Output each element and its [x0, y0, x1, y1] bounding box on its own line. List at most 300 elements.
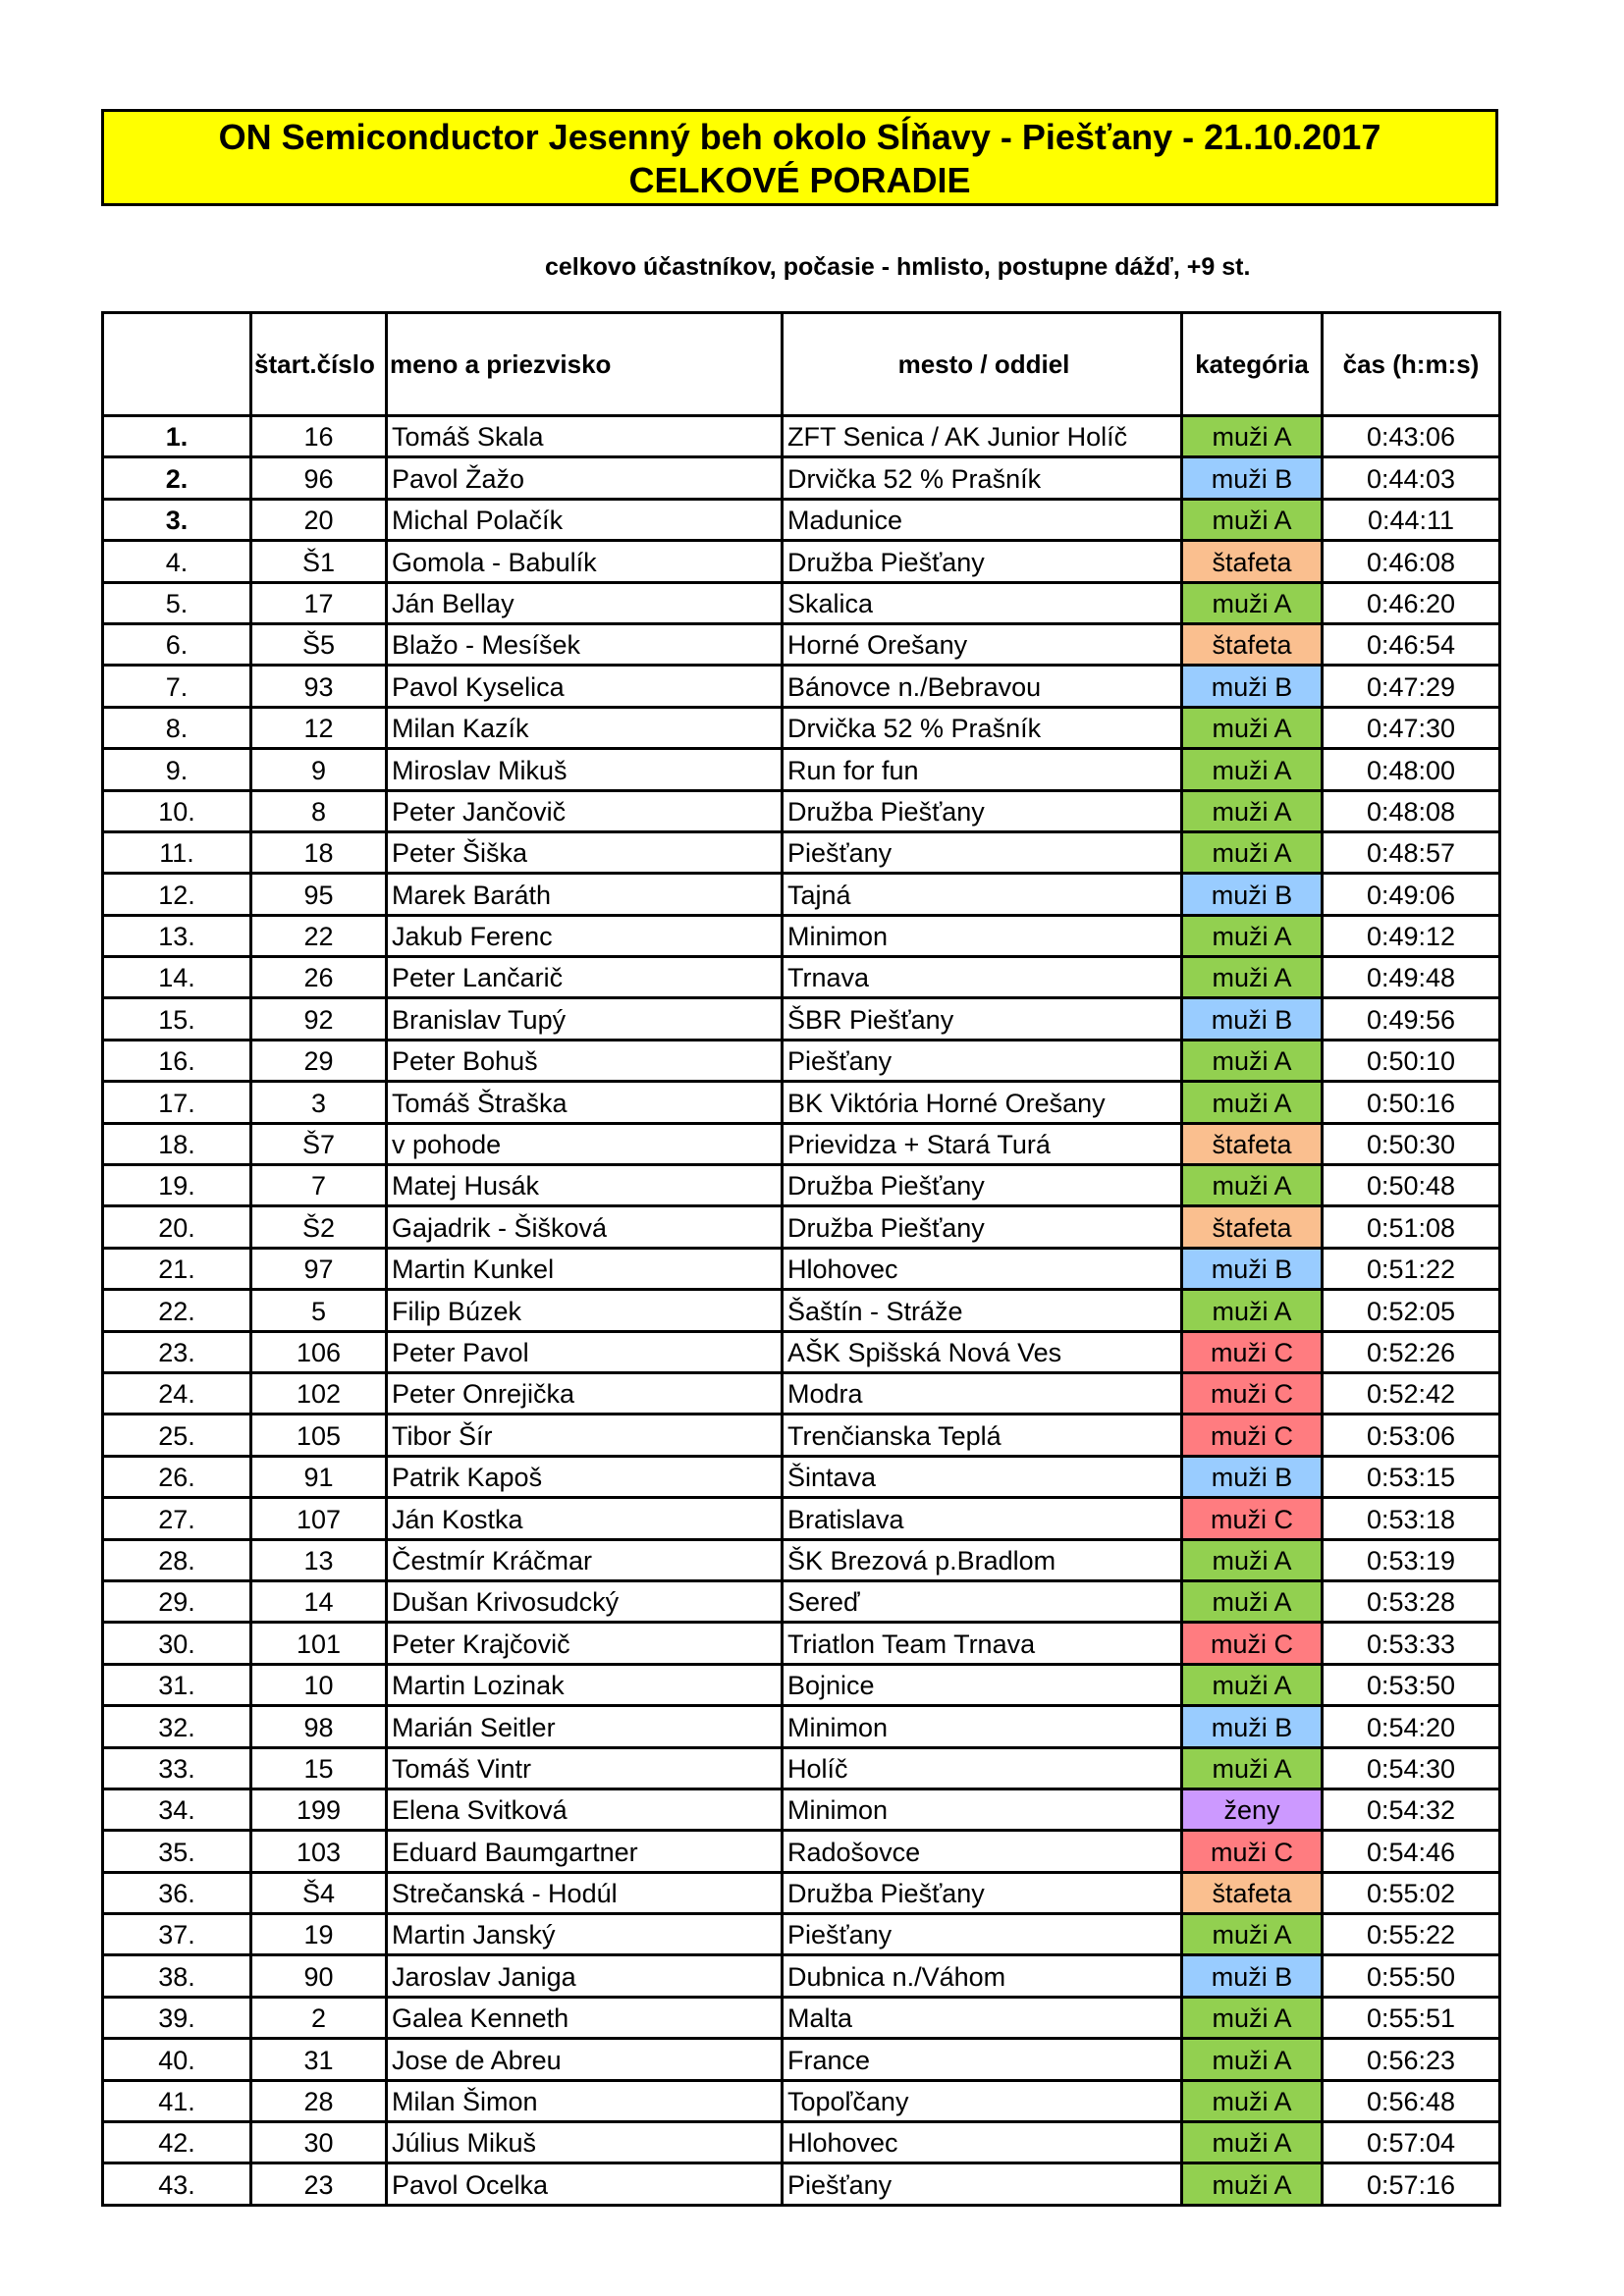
club-cell: Minimon [783, 1789, 1182, 1830]
name-cell: Jaroslav Janiga [387, 1955, 783, 1997]
category-cell: muži A [1182, 790, 1323, 831]
name-cell: Strečanská - Hodúl [387, 1872, 783, 1913]
category-cell: muži C [1182, 1331, 1323, 1372]
rank-cell: 33. [103, 1747, 251, 1789]
club-cell: Dubnica n./Váhom [783, 1955, 1182, 1997]
name-cell: Miroslav Mikuš [387, 749, 783, 790]
start-number-cell: 30 [251, 2122, 387, 2163]
club-cell: Holíč [783, 1747, 1182, 1789]
table-row [103, 1914, 1500, 1955]
category-cell: muži A [1182, 2039, 1323, 2080]
time-cell: 0:49:56 [1323, 998, 1500, 1040]
time-cell: 0:48:00 [1323, 749, 1500, 790]
start-number-cell: 105 [251, 1415, 387, 1456]
rank-cell: 31. [103, 1664, 251, 1705]
rank-cell: 28. [103, 1539, 251, 1580]
start-number-cell: 91 [251, 1456, 387, 1497]
table-row [103, 874, 1500, 915]
rank-cell: 13. [103, 915, 251, 956]
rank-cell: 1. [103, 416, 251, 457]
category-cell: muži A [1182, 499, 1323, 540]
club-cell: BK Viktória Horné Orešany [783, 1082, 1182, 1123]
category-cell: štafeta [1182, 1206, 1323, 1248]
time-cell: 0:49:48 [1323, 957, 1500, 998]
name-cell: Pavol Žažo [387, 457, 783, 499]
time-cell: 0:53:33 [1323, 1623, 1500, 1664]
category-cell: muži A [1182, 1580, 1323, 1622]
table-row [103, 457, 1500, 499]
club-cell: Hlohovec [783, 2122, 1182, 2163]
time-cell: 0:44:03 [1323, 457, 1500, 499]
table-row [103, 1165, 1500, 1206]
rank-cell: 42. [103, 2122, 251, 2163]
rank-cell: 34. [103, 1789, 251, 1830]
start-number-cell: Š4 [251, 1872, 387, 1913]
rank-cell: 27. [103, 1498, 251, 1539]
time-cell: 0:54:30 [1323, 1747, 1500, 1789]
table-row [103, 1456, 1500, 1497]
category-cell: muži A [1182, 1747, 1323, 1789]
table-row [103, 957, 1500, 998]
rank-cell: 6. [103, 623, 251, 665]
rank-cell: 43. [103, 2163, 251, 2205]
start-number-cell: Š1 [251, 541, 387, 582]
category-cell: muži A [1182, 582, 1323, 623]
name-cell: Eduard Baumgartner [387, 1831, 783, 1872]
col-header-club: mesto / oddiel [783, 313, 1182, 416]
time-cell: 0:55:51 [1323, 1997, 1500, 2038]
category-cell: muži B [1182, 1955, 1323, 1997]
club-cell: Triatlon Team Trnava [783, 1623, 1182, 1664]
start-number-cell: 12 [251, 707, 387, 748]
category-cell: muži A [1182, 2163, 1323, 2205]
name-cell: Čestmír Kráčmar [387, 1539, 783, 1580]
time-cell: 0:50:10 [1323, 1040, 1500, 1081]
club-cell: Run for fun [783, 749, 1182, 790]
category-cell: muži A [1182, 1040, 1323, 1081]
rank-cell: 39. [103, 1997, 251, 2038]
name-cell: Ján Kostka [387, 1498, 783, 1539]
category-cell: muži A [1182, 1997, 1323, 2038]
category-cell: muži A [1182, 915, 1323, 956]
table-row [103, 1123, 1500, 1164]
name-cell: Martin Lozinak [387, 1664, 783, 1705]
start-number-cell: 23 [251, 2163, 387, 2205]
start-number-cell: 10 [251, 1664, 387, 1705]
category-cell: muži A [1182, 1914, 1323, 1955]
time-cell: 0:50:16 [1323, 1082, 1500, 1123]
table-row [103, 2122, 1500, 2163]
category-cell: muži B [1182, 457, 1323, 499]
col-header-rank [103, 313, 251, 416]
time-cell: 0:46:20 [1323, 582, 1500, 623]
start-number-cell: 18 [251, 831, 387, 873]
rank-cell: 22. [103, 1290, 251, 1331]
table-row [103, 1623, 1500, 1664]
name-cell: v pohode [387, 1123, 783, 1164]
rank-cell: 36. [103, 1872, 251, 1913]
category-cell: muži A [1182, 957, 1323, 998]
club-cell: France [783, 2039, 1182, 2080]
table-row [103, 998, 1500, 1040]
category-cell: muži B [1182, 998, 1323, 1040]
club-cell: Družba Piešťany [783, 790, 1182, 831]
start-number-cell: 9 [251, 749, 387, 790]
table-header-row [103, 313, 1500, 416]
rank-cell: 7. [103, 666, 251, 707]
time-cell: 0:55:50 [1323, 1955, 1500, 1997]
results-heading: CELKOVÉ PORADIE [628, 160, 971, 200]
start-number-cell: 8 [251, 790, 387, 831]
category-cell: muži B [1182, 1706, 1323, 1747]
rank-cell: 35. [103, 1831, 251, 1872]
time-cell: 0:49:06 [1323, 874, 1500, 915]
name-cell: Peter Pavol [387, 1331, 783, 1372]
table-row [103, 1082, 1500, 1123]
club-cell: Bojnice [783, 1664, 1182, 1705]
start-number-cell: 95 [251, 874, 387, 915]
rank-cell: 21. [103, 1248, 251, 1289]
category-cell: štafeta [1182, 1872, 1323, 1913]
club-cell: Piešťany [783, 1914, 1182, 1955]
name-cell: Gajadrik - Šišková [387, 1206, 783, 1248]
table-row [103, 2163, 1500, 2205]
table-row [103, 2039, 1500, 2080]
time-cell: 0:44:11 [1323, 499, 1500, 540]
table-row [103, 1789, 1500, 1830]
club-cell: Horné Orešany [783, 623, 1182, 665]
club-cell: Minimon [783, 915, 1182, 956]
club-cell: Bratislava [783, 1498, 1182, 1539]
name-cell: Peter Bohuš [387, 1040, 783, 1081]
table-row [103, 1997, 1500, 2038]
title-box [101, 109, 1498, 206]
start-number-cell: 97 [251, 1248, 387, 1289]
time-cell: 0:43:06 [1323, 416, 1500, 457]
col-header-start-number: štart.číslo [251, 313, 387, 416]
time-cell: 0:57:04 [1323, 2122, 1500, 2163]
time-cell: 0:47:30 [1323, 707, 1500, 748]
rank-cell: 40. [103, 2039, 251, 2080]
club-cell: Sereď [783, 1580, 1182, 1622]
category-cell: muži A [1182, 1664, 1323, 1705]
time-cell: 0:53:15 [1323, 1456, 1500, 1497]
name-cell: Peter Jančovič [387, 790, 783, 831]
rank-cell: 9. [103, 749, 251, 790]
event-conditions: celkovo účastníkov, počasie - hmlisto, postupne dážď, +9 st. [545, 253, 1251, 281]
time-cell: 0:53:19 [1323, 1539, 1500, 1580]
category-cell: muži A [1182, 749, 1323, 790]
time-cell: 0:57:16 [1323, 2163, 1500, 2205]
category-cell: muži B [1182, 1456, 1323, 1497]
club-cell: Družba Piešťany [783, 1206, 1182, 1248]
time-cell: 0:47:29 [1323, 666, 1500, 707]
club-cell: Radošovce [783, 1831, 1182, 1872]
name-cell: Martin Janský [387, 1914, 783, 1955]
name-cell: Tomáš Štraška [387, 1082, 783, 1123]
start-number-cell: Š5 [251, 623, 387, 665]
name-cell: Milan Šimon [387, 2080, 783, 2121]
table-row [103, 790, 1500, 831]
rank-cell: 19. [103, 1165, 251, 1206]
name-cell: Michal Polačík [387, 499, 783, 540]
table-row [103, 416, 1500, 457]
table-row [103, 1580, 1500, 1622]
category-cell: muži A [1182, 1165, 1323, 1206]
name-cell: Dušan Krivosudcký [387, 1580, 783, 1622]
time-cell: 0:53:50 [1323, 1664, 1500, 1705]
rank-cell: 30. [103, 1623, 251, 1664]
table-row [103, 582, 1500, 623]
name-cell: Tomáš Skala [387, 416, 783, 457]
club-cell: ZFT Senica / AK Junior Holíč [783, 416, 1182, 457]
name-cell: Tibor Šír [387, 1415, 783, 1456]
category-cell: muži A [1182, 2080, 1323, 2121]
category-cell: muži A [1182, 416, 1323, 457]
results-body [103, 416, 1500, 2206]
category-cell: muži A [1182, 1539, 1323, 1580]
club-cell: Skalica [783, 582, 1182, 623]
time-cell: 0:52:26 [1323, 1331, 1500, 1372]
start-number-cell: 26 [251, 957, 387, 998]
time-cell: 0:56:48 [1323, 2080, 1500, 2121]
rank-cell: 38. [103, 1955, 251, 1997]
time-cell: 0:53:28 [1323, 1580, 1500, 1622]
name-cell: Elena Svitková [387, 1789, 783, 1830]
table-row [103, 2080, 1500, 2121]
name-cell: Milan Kazík [387, 707, 783, 748]
time-cell: 0:48:57 [1323, 831, 1500, 873]
time-cell: 0:48:08 [1323, 790, 1500, 831]
table-row [103, 1955, 1500, 1997]
category-cell: muži C [1182, 1415, 1323, 1456]
club-cell: ŠBR Piešťany [783, 998, 1182, 1040]
rank-cell: 12. [103, 874, 251, 915]
time-cell: 0:51:22 [1323, 1248, 1500, 1289]
category-cell: muži A [1182, 1290, 1323, 1331]
category-cell: muži A [1182, 707, 1323, 748]
rank-cell: 37. [103, 1914, 251, 1955]
club-cell: Družba Piešťany [783, 1872, 1182, 1913]
category-cell: štafeta [1182, 1123, 1323, 1164]
start-number-cell: 13 [251, 1539, 387, 1580]
club-cell: Tajná [783, 874, 1182, 915]
name-cell: Peter Krajčovič [387, 1623, 783, 1664]
time-cell: 0:50:48 [1323, 1165, 1500, 1206]
start-number-cell: 29 [251, 1040, 387, 1081]
table-row [103, 1248, 1500, 1289]
start-number-cell: 22 [251, 915, 387, 956]
start-number-cell: 5 [251, 1290, 387, 1331]
club-cell: Družba Piešťany [783, 541, 1182, 582]
start-number-cell: 15 [251, 1747, 387, 1789]
club-cell: Drvička 52 % Prašník [783, 457, 1182, 499]
time-cell: 0:54:20 [1323, 1706, 1500, 1747]
rank-cell: 23. [103, 1331, 251, 1372]
category-cell: muži B [1182, 874, 1323, 915]
name-cell: Branislav Tupý [387, 998, 783, 1040]
table-row [103, 831, 1500, 873]
col-header-category: kategória [1182, 313, 1323, 416]
rank-cell: 24. [103, 1372, 251, 1414]
club-cell: Drvička 52 % Prašník [783, 707, 1182, 748]
start-number-cell: 96 [251, 457, 387, 499]
table-row [103, 1498, 1500, 1539]
club-cell: Šintava [783, 1456, 1182, 1497]
rank-cell: 26. [103, 1456, 251, 1497]
start-number-cell: 101 [251, 1623, 387, 1664]
table-row [103, 541, 1500, 582]
name-cell: Blažo - Mesíšek [387, 623, 783, 665]
name-cell: Ján Bellay [387, 582, 783, 623]
rank-cell: 8. [103, 707, 251, 748]
start-number-cell: 17 [251, 582, 387, 623]
club-cell: Šaštín - Stráže [783, 1290, 1182, 1331]
rank-cell: 3. [103, 499, 251, 540]
table-row [103, 623, 1500, 665]
club-cell: Bánovce n./Bebravou [783, 666, 1182, 707]
category-cell: muži C [1182, 1831, 1323, 1872]
start-number-cell: 102 [251, 1372, 387, 1414]
category-cell: muži A [1182, 831, 1323, 873]
rank-cell: 16. [103, 1040, 251, 1081]
time-cell: 0:46:08 [1323, 541, 1500, 582]
table-row [103, 1372, 1500, 1414]
table-row [103, 1831, 1500, 1872]
category-cell: štafeta [1182, 541, 1323, 582]
club-cell: Hlohovec [783, 1248, 1182, 1289]
rank-cell: 4. [103, 541, 251, 582]
start-number-cell: 28 [251, 2080, 387, 2121]
table-row [103, 666, 1500, 707]
start-number-cell: 106 [251, 1331, 387, 1372]
start-number-cell: 103 [251, 1831, 387, 1872]
table-row [103, 1747, 1500, 1789]
rank-cell: 15. [103, 998, 251, 1040]
rank-cell: 18. [103, 1123, 251, 1164]
category-cell: muži B [1182, 666, 1323, 707]
event-title: ON Semiconductor Jesenný beh okolo Sĺňavy - Piešťany - 21.10.2017 [218, 117, 1381, 157]
club-cell: ŠK Brezová p.Bradlom [783, 1539, 1182, 1580]
rank-cell: 25. [103, 1415, 251, 1456]
category-cell: muži B [1182, 1248, 1323, 1289]
table-row [103, 749, 1500, 790]
start-number-cell: 7 [251, 1165, 387, 1206]
table-row [103, 1664, 1500, 1705]
club-cell: Trnava [783, 957, 1182, 998]
rank-cell: 10. [103, 790, 251, 831]
time-cell: 0:49:12 [1323, 915, 1500, 956]
name-cell: Pavol Kyselica [387, 666, 783, 707]
club-cell: AŠK Spišská Nová Ves [783, 1331, 1182, 1372]
start-number-cell: Š7 [251, 1123, 387, 1164]
category-cell: muži A [1182, 2122, 1323, 2163]
category-cell: muži C [1182, 1498, 1323, 1539]
table-row [103, 1415, 1500, 1456]
table-row [103, 915, 1500, 956]
rank-cell: 29. [103, 1580, 251, 1622]
name-cell: Galea Kenneth [387, 1997, 783, 2038]
start-number-cell: 92 [251, 998, 387, 1040]
name-cell: Peter Šiška [387, 831, 783, 873]
time-cell: 0:51:08 [1323, 1206, 1500, 1248]
start-number-cell: 20 [251, 499, 387, 540]
rank-cell: 2. [103, 457, 251, 499]
name-cell: Tomáš Vintr [387, 1747, 783, 1789]
time-cell: 0:56:23 [1323, 2039, 1500, 2080]
name-cell: Marek Baráth [387, 874, 783, 915]
name-cell: Martin Kunkel [387, 1248, 783, 1289]
table-row [103, 1290, 1500, 1331]
club-cell: Malta [783, 1997, 1182, 2038]
table-row [103, 499, 1500, 540]
time-cell: 0:54:32 [1323, 1789, 1500, 1830]
name-cell: Peter Onrejička [387, 1372, 783, 1414]
time-cell: 0:54:46 [1323, 1831, 1500, 1872]
name-cell: Jakub Ferenc [387, 915, 783, 956]
time-cell: 0:55:22 [1323, 1914, 1500, 1955]
name-cell: Filip Búzek [387, 1290, 783, 1331]
club-cell: Piešťany [783, 1040, 1182, 1081]
name-cell: Matej Husák [387, 1165, 783, 1206]
category-cell: štafeta [1182, 623, 1323, 665]
start-number-cell: 31 [251, 2039, 387, 2080]
start-number-cell: 93 [251, 666, 387, 707]
category-cell: ženy [1182, 1789, 1323, 1830]
col-header-name: meno a priezvisko [387, 313, 783, 416]
time-cell: 0:52:05 [1323, 1290, 1500, 1331]
club-cell: Minimon [783, 1706, 1182, 1747]
club-cell: Topoľčany [783, 2080, 1182, 2121]
time-cell: 0:46:54 [1323, 623, 1500, 665]
table-row [103, 1539, 1500, 1580]
start-number-cell: 90 [251, 1955, 387, 1997]
club-cell: Trenčianska Teplá [783, 1415, 1182, 1456]
table-row [103, 1206, 1500, 1248]
table-row [103, 707, 1500, 748]
rank-cell: 17. [103, 1082, 251, 1123]
rank-cell: 32. [103, 1706, 251, 1747]
start-number-cell: 98 [251, 1706, 387, 1747]
club-cell: Modra [783, 1372, 1182, 1414]
start-number-cell: 19 [251, 1914, 387, 1955]
club-cell: Prievidza + Stará Turá [783, 1123, 1182, 1164]
start-number-cell: Š2 [251, 1206, 387, 1248]
rank-cell: 5. [103, 582, 251, 623]
time-cell: 0:55:02 [1323, 1872, 1500, 1913]
table-row [103, 1040, 1500, 1081]
table-row [103, 1706, 1500, 1747]
name-cell: Jose de Abreu [387, 2039, 783, 2080]
rank-cell: 20. [103, 1206, 251, 1248]
club-cell: Madunice [783, 499, 1182, 540]
start-number-cell: 16 [251, 416, 387, 457]
club-cell: Družba Piešťany [783, 1165, 1182, 1206]
start-number-cell: 14 [251, 1580, 387, 1622]
name-cell: Marián Seitler [387, 1706, 783, 1747]
start-number-cell: 2 [251, 1997, 387, 2038]
time-cell: 0:52:42 [1323, 1372, 1500, 1414]
club-cell: Piešťany [783, 831, 1182, 873]
rank-cell: 14. [103, 957, 251, 998]
time-cell: 0:53:06 [1323, 1415, 1500, 1456]
time-cell: 0:53:18 [1323, 1498, 1500, 1539]
name-cell: Gomola - Babulík [387, 541, 783, 582]
category-cell: muži A [1182, 1082, 1323, 1123]
results-table [101, 311, 1501, 2207]
start-number-cell: 199 [251, 1789, 387, 1830]
table-row [103, 1331, 1500, 1372]
